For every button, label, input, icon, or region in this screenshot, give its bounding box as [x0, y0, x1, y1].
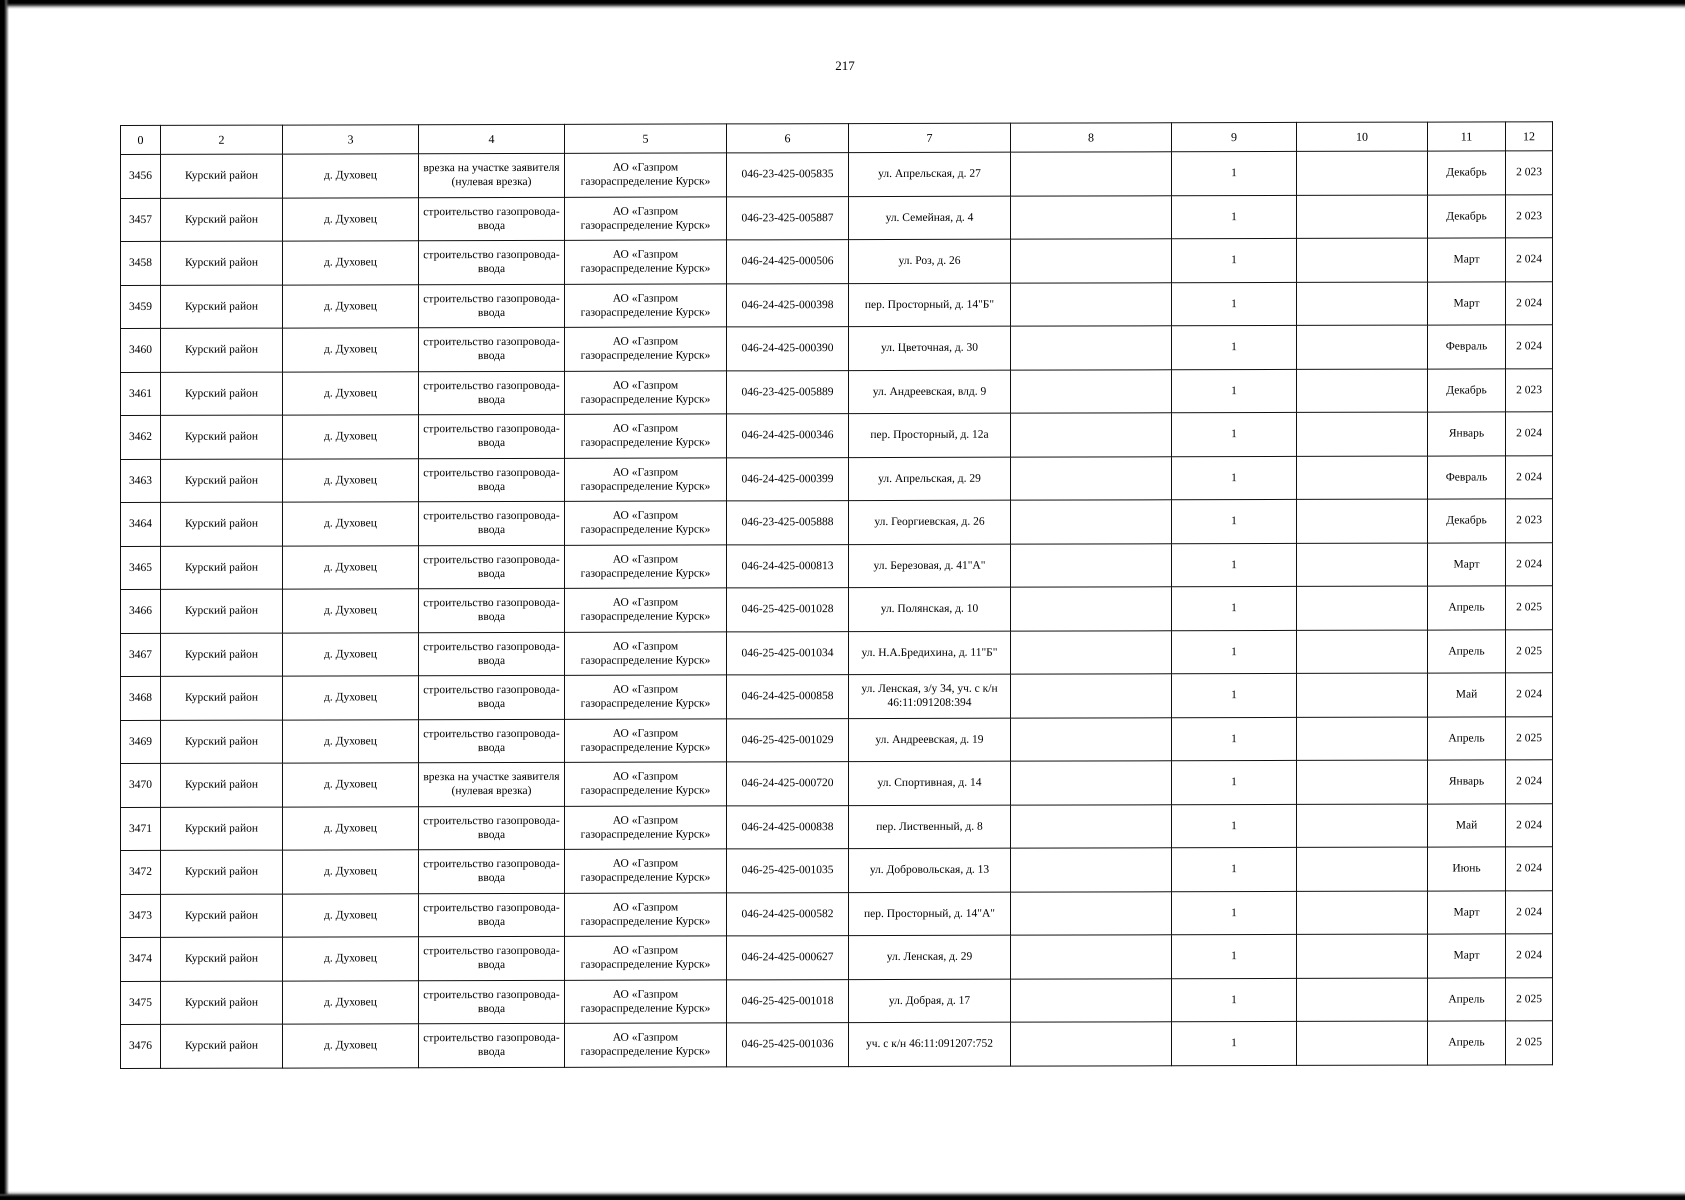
quantity-cell: 1: [1172, 717, 1297, 761]
organization-cell: АО «Газпром газораспределение Курск»: [565, 1023, 727, 1067]
locality-cell: д. Духовец: [283, 850, 419, 894]
organization-cell: АО «Газпром газораспределение Курск»: [565, 805, 727, 849]
work-type-cell: строительство газопровода-ввода: [419, 936, 565, 980]
table-row: [121, 586, 1553, 633]
empty-cell: [1011, 587, 1172, 631]
month-cell: Апрель: [1428, 716, 1506, 760]
application-number-cell: 046-24-425-000627: [727, 936, 849, 980]
page-number: 217: [835, 58, 855, 73]
work-type-cell: строительство газопровода-ввода: [419, 588, 565, 632]
empty-cell: [1011, 239, 1172, 283]
quantity-cell: 1: [1172, 1021, 1297, 1065]
table-row: [121, 281, 1553, 328]
year-cell: 2 025: [1506, 716, 1553, 760]
work-type-cell: строительство газопровода-ввода: [419, 197, 565, 241]
quantity-cell: 1: [1172, 673, 1297, 717]
address-cell: ул. Андреевская, влд. 9: [849, 370, 1011, 414]
locality-cell: д. Духовец: [283, 937, 419, 981]
application-number-cell: 046-24-425-000582: [727, 892, 849, 936]
table-row: [121, 542, 1553, 589]
empty-cell: [1011, 1022, 1172, 1066]
month-cell: Январь: [1428, 412, 1506, 456]
row-number-cell: 3475: [121, 981, 161, 1025]
application-number-cell: 046-24-425-000838: [727, 805, 849, 849]
month-cell: Апрель: [1428, 1021, 1506, 1065]
row-number-cell: 3473: [121, 894, 161, 938]
year-cell: 2 024: [1506, 890, 1553, 934]
address-cell: ул. Георгиевская, д. 26: [849, 500, 1011, 544]
work-type-cell: строительство газопровода-ввода: [419, 675, 565, 719]
table-row: [121, 977, 1553, 1024]
district-cell: Курский район: [161, 372, 283, 416]
row-number-cell: 3456: [121, 154, 161, 198]
application-number-cell: 046-24-425-000390: [727, 327, 849, 371]
year-cell: 2 024: [1506, 412, 1553, 456]
column-header: 2: [161, 125, 283, 154]
application-number-cell: 046-23-425-005887: [727, 196, 849, 240]
row-number-cell: 3457: [121, 198, 161, 242]
year-cell: 2 024: [1506, 847, 1553, 891]
district-cell: Курский район: [161, 589, 283, 633]
work-type-cell: строительство газопровода-ввода: [419, 501, 565, 545]
year-cell: 2 024: [1506, 238, 1553, 282]
year-cell: 2 025: [1506, 629, 1553, 673]
empty-cell: [1297, 760, 1428, 804]
row-number-cell: 3471: [121, 807, 161, 851]
quantity-cell: 1: [1172, 282, 1297, 326]
district-cell: Курский район: [161, 720, 283, 764]
empty-cell: [1297, 238, 1428, 282]
empty-cell: [1011, 674, 1172, 718]
column-header: 3: [283, 125, 419, 154]
address-cell: пер. Просторный, д. 12а: [849, 413, 1011, 457]
year-cell: 2 024: [1506, 803, 1553, 847]
district-cell: Курский район: [161, 937, 283, 981]
empty-cell: [1297, 151, 1428, 195]
row-number-cell: 3462: [121, 415, 161, 459]
year-cell: 2 024: [1506, 542, 1553, 586]
table-row: [121, 1021, 1553, 1068]
empty-cell: [1011, 369, 1172, 413]
month-cell: Апрель: [1428, 629, 1506, 673]
row-number-cell: 3458: [121, 241, 161, 285]
year-cell: 2 024: [1506, 673, 1553, 717]
empty-cell: [1011, 152, 1172, 196]
table-row: [121, 629, 1553, 676]
application-number-cell: 046-23-425-005889: [727, 370, 849, 414]
row-number-cell: 3472: [121, 850, 161, 894]
scan-edge-bottom: [0, 1191, 1685, 1200]
locality-cell: д. Духовец: [283, 154, 419, 198]
district-cell: Курский район: [161, 198, 283, 242]
row-number-cell: 3467: [121, 633, 161, 677]
row-number-cell: 3465: [121, 546, 161, 590]
row-number-cell: 3464: [121, 502, 161, 546]
organization-cell: АО «Газпром газораспределение Курск»: [565, 457, 727, 501]
empty-cell: [1297, 543, 1428, 587]
column-header: 8: [1011, 123, 1172, 152]
row-number-cell: 3476: [121, 1024, 161, 1068]
locality-cell: д. Духовец: [283, 676, 419, 720]
column-header: 7: [849, 123, 1011, 152]
month-cell: Декабрь: [1428, 194, 1506, 238]
scan-edge-top: [0, 0, 1685, 9]
month-cell: Февраль: [1428, 325, 1506, 369]
empty-cell: [1011, 935, 1172, 979]
year-cell: 2 024: [1506, 934, 1553, 978]
organization-cell: АО «Газпром газораспределение Курск»: [565, 936, 727, 980]
organization-cell: АО «Газпром газораспределение Курск»: [565, 718, 727, 762]
district-cell: Курский район: [161, 894, 283, 938]
empty-cell: [1297, 847, 1428, 891]
empty-cell: [1297, 412, 1428, 456]
application-number-cell: 046-24-425-000346: [727, 414, 849, 458]
year-cell: 2 024: [1506, 325, 1553, 369]
locality-cell: д. Духовец: [283, 1024, 419, 1068]
column-header: 9: [1172, 122, 1297, 151]
organization-cell: АО «Газпром газораспределение Курск»: [565, 196, 727, 240]
empty-cell: [1297, 978, 1428, 1022]
locality-cell: д. Духовец: [283, 806, 419, 850]
table-row: [121, 151, 1553, 198]
application-number-cell: 046-25-425-001029: [727, 718, 849, 762]
organization-cell: АО «Газпром газораспределение Курск»: [565, 370, 727, 414]
empty-cell: [1297, 456, 1428, 500]
application-number-cell: 046-25-425-001034: [727, 631, 849, 675]
application-number-cell: 046-24-425-000720: [727, 762, 849, 806]
organization-cell: АО «Газпром газораспределение Курск»: [565, 240, 727, 284]
quantity-cell: 1: [1172, 630, 1297, 674]
quantity-cell: 1: [1172, 934, 1297, 978]
month-cell: Апрель: [1428, 977, 1506, 1021]
empty-cell: [1297, 673, 1428, 717]
table-row: [121, 325, 1553, 372]
table-row: [121, 934, 1553, 981]
district-cell: Курский район: [161, 546, 283, 590]
locality-cell: д. Духовец: [283, 763, 419, 807]
empty-cell: [1297, 195, 1428, 239]
quantity-cell: 1: [1172, 891, 1297, 935]
district-cell: Курский район: [161, 154, 283, 198]
year-cell: 2 024: [1506, 455, 1553, 499]
address-cell: ул. Ленская, з/у 34, уч. с к/н 46:11:091208:394: [849, 674, 1011, 718]
work-type-cell: строительство газопровода-ввода: [419, 327, 565, 371]
row-number-cell: 3459: [121, 285, 161, 329]
district-cell: Курский район: [161, 1024, 283, 1068]
address-cell: ул. Роз, д. 26: [849, 239, 1011, 283]
district-cell: Курский район: [161, 502, 283, 546]
address-cell: ул. Апрельская, д. 27: [849, 152, 1011, 196]
address-cell: ул. Добрая, д. 17: [849, 979, 1011, 1023]
row-number-cell: 3470: [121, 763, 161, 807]
month-cell: Февраль: [1428, 455, 1506, 499]
quantity-cell: 1: [1172, 195, 1297, 239]
empty-cell: [1297, 891, 1428, 935]
month-cell: Март: [1428, 542, 1506, 586]
quantity-cell: 1: [1172, 151, 1297, 195]
column-header: 4: [419, 124, 565, 153]
locality-cell: д. Духовец: [283, 415, 419, 459]
address-cell: ул. Полянская, д. 10: [849, 587, 1011, 631]
work-type-cell: строительство газопровода-ввода: [419, 371, 565, 415]
locality-cell: д. Духовец: [283, 328, 419, 372]
table-row: [121, 673, 1553, 720]
empty-cell: [1297, 586, 1428, 630]
address-cell: пер. Просторный, д. 14"Б": [849, 283, 1011, 327]
quantity-cell: 1: [1172, 412, 1297, 456]
column-header: 5: [565, 124, 727, 153]
row-number-cell: 3468: [121, 676, 161, 720]
empty-cell: [1011, 282, 1172, 326]
year-cell: 2 023: [1506, 194, 1553, 238]
year-cell: 2 024: [1506, 281, 1553, 325]
column-header: 12: [1506, 122, 1553, 151]
quantity-cell: 1: [1172, 543, 1297, 587]
locality-cell: д. Духовец: [283, 980, 419, 1024]
row-number-cell: 3466: [121, 589, 161, 633]
empty-cell: [1297, 369, 1428, 413]
table-row: [121, 238, 1553, 285]
address-cell: ул. Спортивная, д. 14: [849, 761, 1011, 805]
empty-cell: [1297, 630, 1428, 674]
empty-cell: [1011, 543, 1172, 587]
address-cell: ул. Цветочная, д. 30: [849, 326, 1011, 370]
row-number-cell: 3461: [121, 372, 161, 416]
organization-cell: АО «Газпром газораспределение Курск»: [565, 501, 727, 545]
locality-cell: д. Духовец: [283, 502, 419, 546]
column-header: 6: [727, 124, 849, 153]
quantity-cell: 1: [1172, 369, 1297, 413]
work-type-cell: строительство газопровода-ввода: [419, 719, 565, 763]
work-type-cell: строительство газопровода-ввода: [419, 240, 565, 284]
row-number-cell: 3463: [121, 459, 161, 503]
table-row: [121, 890, 1553, 937]
table-row: [121, 368, 1553, 415]
register-table: [120, 121, 1553, 1068]
organization-cell: АО «Газпром газораспределение Курск»: [565, 414, 727, 458]
quantity-cell: 1: [1172, 847, 1297, 891]
application-number-cell: 046-25-425-001018: [727, 979, 849, 1023]
table-header: [121, 122, 1553, 155]
district-cell: Курский район: [161, 241, 283, 285]
year-cell: 2 023: [1506, 368, 1553, 412]
organization-cell: АО «Газпром газораспределение Курск»: [565, 762, 727, 806]
table-row: [121, 760, 1553, 807]
empty-cell: [1011, 413, 1172, 457]
address-cell: пер. Просторный, д. 14"А": [849, 892, 1011, 936]
locality-cell: д. Духовец: [283, 371, 419, 415]
address-cell: уч. с к/н 46:11:091207:752: [849, 1022, 1011, 1066]
locality-cell: д. Духовец: [283, 241, 419, 285]
organization-cell: АО «Газпром газораспределение Курск»: [565, 153, 727, 197]
year-cell: 2 023: [1506, 499, 1553, 543]
empty-cell: [1297, 804, 1428, 848]
table-body: [121, 151, 1553, 1068]
locality-cell: д. Духовец: [283, 632, 419, 676]
table-row: [121, 499, 1553, 546]
month-cell: Декабрь: [1428, 499, 1506, 543]
table-row: [121, 412, 1553, 459]
work-type-cell: строительство газопровода-ввода: [419, 893, 565, 937]
month-cell: Апрель: [1428, 586, 1506, 630]
work-type-cell: врезка на участке заявителя (нулевая врезка): [419, 153, 565, 197]
year-cell: 2 024: [1506, 760, 1553, 804]
organization-cell: АО «Газпром газораспределение Курск»: [565, 327, 727, 371]
application-number-cell: 046-25-425-001035: [727, 849, 849, 893]
work-type-cell: строительство газопровода-ввода: [419, 458, 565, 502]
district-cell: Курский район: [161, 981, 283, 1025]
month-cell: Март: [1428, 890, 1506, 934]
application-number-cell: 046-24-425-000858: [727, 675, 849, 719]
locality-cell: д. Духовец: [283, 197, 419, 241]
quantity-cell: 1: [1172, 499, 1297, 543]
quantity-cell: 1: [1172, 760, 1297, 804]
empty-cell: [1011, 326, 1172, 370]
organization-cell: АО «Газпром газораспределение Курск»: [565, 544, 727, 588]
empty-cell: [1297, 934, 1428, 978]
empty-cell: [1297, 325, 1428, 369]
work-type-cell: строительство газопровода-ввода: [419, 545, 565, 589]
empty-cell: [1011, 630, 1172, 674]
column-header: 10: [1297, 122, 1428, 151]
empty-cell: [1011, 456, 1172, 500]
quantity-cell: 1: [1172, 978, 1297, 1022]
application-number-cell: 046-23-425-005888: [727, 501, 849, 545]
work-type-cell: строительство газопровода-ввода: [419, 414, 565, 458]
year-cell: 2 023: [1506, 151, 1553, 195]
empty-cell: [1297, 717, 1428, 761]
empty-cell: [1011, 804, 1172, 848]
table-row: [121, 194, 1553, 241]
month-cell: Декабрь: [1428, 368, 1506, 412]
month-cell: Май: [1428, 803, 1506, 847]
locality-cell: д. Духовец: [283, 719, 419, 763]
empty-cell: [1011, 717, 1172, 761]
table-row: [121, 455, 1553, 502]
year-cell: 2 025: [1506, 586, 1553, 630]
application-number-cell: 046-25-425-001028: [727, 588, 849, 632]
organization-cell: АО «Газпром газораспределение Курск»: [565, 675, 727, 719]
address-cell: пер. Лиственный, д. 8: [849, 805, 1011, 849]
header-row: [121, 122, 1553, 155]
scan-edge-left: [0, 0, 9, 1200]
organization-cell: АО «Газпром газораспределение Курск»: [565, 631, 727, 675]
work-type-cell: строительство газопровода-ввода: [419, 632, 565, 676]
month-cell: Июнь: [1428, 847, 1506, 891]
row-number-cell: 3469: [121, 720, 161, 764]
work-type-cell: строительство газопровода-ввода: [419, 806, 565, 850]
quantity-cell: 1: [1172, 238, 1297, 282]
empty-cell: [1011, 761, 1172, 805]
row-number-cell: 3460: [121, 328, 161, 372]
district-cell: Курский район: [161, 328, 283, 372]
quantity-cell: 1: [1172, 804, 1297, 848]
empty-cell: [1011, 195, 1172, 239]
work-type-cell: строительство газопровода-ввода: [419, 284, 565, 328]
empty-cell: [1011, 848, 1172, 892]
organization-cell: АО «Газпром газораспределение Курск»: [565, 979, 727, 1023]
district-cell: Курский район: [161, 415, 283, 459]
column-header: 0: [121, 125, 161, 154]
work-type-cell: врезка на участке заявителя (нулевая врезка): [419, 762, 565, 806]
application-number-cell: 046-25-425-001036: [727, 1023, 849, 1067]
address-cell: ул. Апрельская, д. 29: [849, 457, 1011, 501]
table-row: [121, 847, 1553, 894]
locality-cell: д. Духовец: [283, 589, 419, 633]
district-cell: Курский район: [161, 285, 283, 329]
quantity-cell: 1: [1172, 456, 1297, 500]
district-cell: Курский район: [161, 807, 283, 851]
table-row: [121, 803, 1553, 850]
table-row: [121, 716, 1553, 763]
month-cell: Май: [1428, 673, 1506, 717]
organization-cell: АО «Газпром газораспределение Курск»: [565, 892, 727, 936]
application-number-cell: 046-24-425-000506: [727, 240, 849, 284]
district-cell: Курский район: [161, 850, 283, 894]
district-cell: Курский район: [161, 459, 283, 503]
empty-cell: [1011, 500, 1172, 544]
address-cell: ул. Н.А.Бредихина, д. 11"Б": [849, 631, 1011, 675]
row-number-cell: 3474: [121, 937, 161, 981]
application-number-cell: 046-24-425-000813: [727, 544, 849, 588]
locality-cell: д. Духовец: [283, 284, 419, 328]
month-cell: Март: [1428, 281, 1506, 325]
empty-cell: [1297, 1021, 1428, 1065]
empty-cell: [1297, 499, 1428, 543]
locality-cell: д. Духовец: [283, 545, 419, 589]
address-cell: ул. Ленская, д. 29: [849, 935, 1011, 979]
locality-cell: д. Духовец: [283, 458, 419, 502]
work-type-cell: строительство газопровода-ввода: [419, 1023, 565, 1067]
month-cell: Январь: [1428, 760, 1506, 804]
address-cell: ул. Добровольская, д. 13: [849, 848, 1011, 892]
application-number-cell: 046-24-425-000399: [727, 457, 849, 501]
work-type-cell: строительство газопровода-ввода: [419, 849, 565, 893]
organization-cell: АО «Газпром газораспределение Курск»: [565, 588, 727, 632]
organization-cell: АО «Газпром газораспределение Курск»: [565, 849, 727, 893]
empty-cell: [1011, 978, 1172, 1022]
year-cell: 2 025: [1506, 1021, 1553, 1065]
address-cell: ул. Андреевская, д. 19: [849, 718, 1011, 762]
organization-cell: АО «Газпром газораспределение Курск»: [565, 283, 727, 327]
locality-cell: д. Духовец: [283, 893, 419, 937]
empty-cell: [1297, 282, 1428, 326]
district-cell: Курский район: [161, 763, 283, 807]
application-number-cell: 046-23-425-005835: [727, 153, 849, 197]
application-number-cell: 046-24-425-000398: [727, 283, 849, 327]
address-cell: ул. Березовая, д. 41"А": [849, 544, 1011, 588]
month-cell: Март: [1428, 238, 1506, 282]
year-cell: 2 025: [1506, 977, 1553, 1021]
month-cell: Март: [1428, 934, 1506, 978]
district-cell: Курский район: [161, 633, 283, 677]
work-type-cell: строительство газопровода-ввода: [419, 980, 565, 1024]
address-cell: ул. Семейная, д. 4: [849, 196, 1011, 240]
month-cell: Декабрь: [1428, 151, 1506, 195]
column-header: 11: [1428, 122, 1506, 151]
empty-cell: [1011, 891, 1172, 935]
district-cell: Курский район: [161, 676, 283, 720]
quantity-cell: 1: [1172, 586, 1297, 630]
quantity-cell: 1: [1172, 325, 1297, 369]
